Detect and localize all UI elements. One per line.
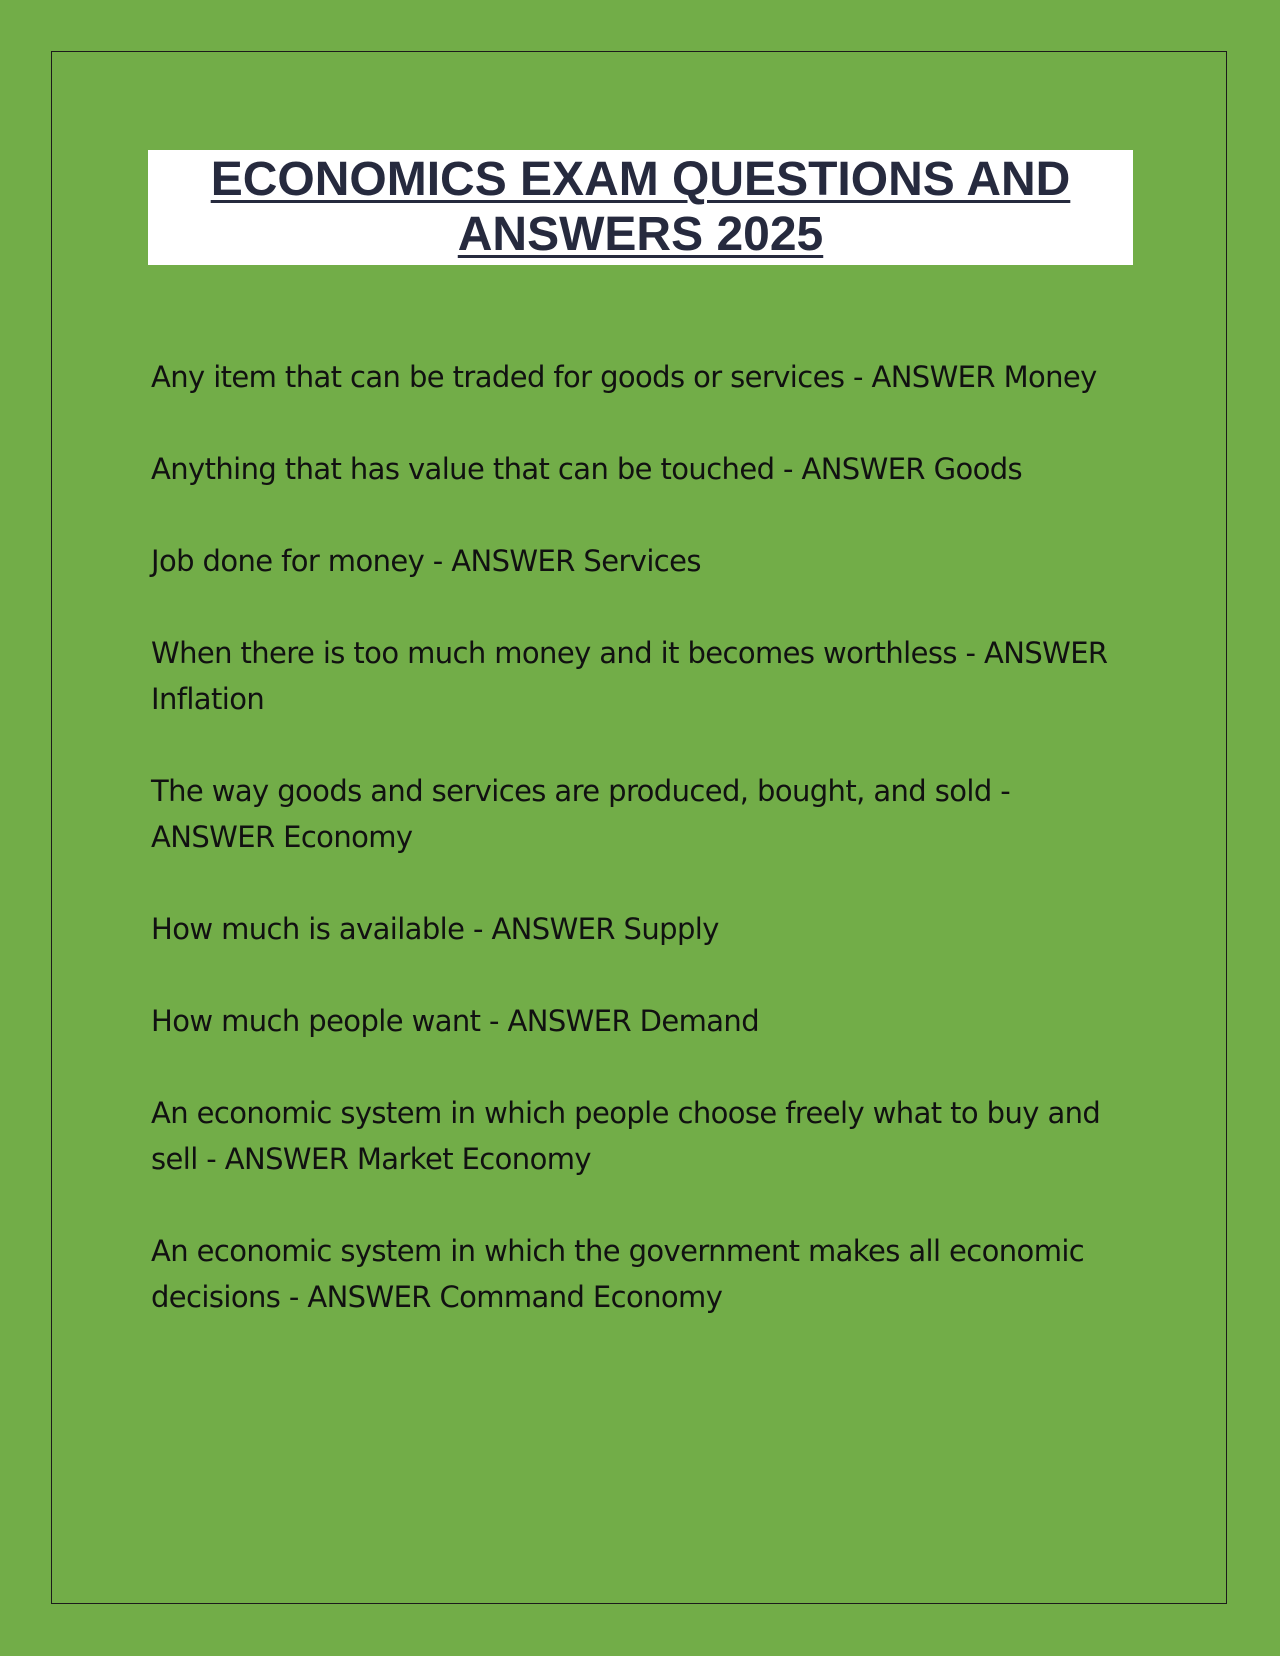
qa-item-money: Any item that can be traded for goods or services - ANSWER Money <box>151 360 1097 394</box>
qa-item-demand: How much people want - ANSWER Demand <box>151 1004 760 1038</box>
qa-item-services: Job done for money - ANSWER Services <box>151 544 701 578</box>
qa-item-command-economy: An economic system in which the government makes all economic decisions - ANSWER Command Economy <box>151 1234 1085 1314</box>
document-title-line-2: ANSWERS 2025 <box>457 208 824 261</box>
qa-item-market-economy: An economic system in which people choose freely what to buy and sell - ANSWER Market Economy <box>151 1096 1101 1176</box>
document-title-line-1: ECONOMICS EXAM QUESTIONS AND <box>210 153 1071 206</box>
qa-item-supply: How much is available - ANSWER Supply <box>151 912 719 946</box>
qa-list <box>151 354 1141 1366</box>
title-box <box>148 150 1133 265</box>
qa-item-inflation: When there is too much money and it becomes worthless - ANSWER Inflation <box>151 636 1108 716</box>
qa-item-goods: Anything that has value that can be touched - ANSWER Goods <box>151 452 1023 486</box>
qa-item-economy: The way goods and services are produced, bought, and sold - ANSWER Economy <box>151 774 1011 854</box>
